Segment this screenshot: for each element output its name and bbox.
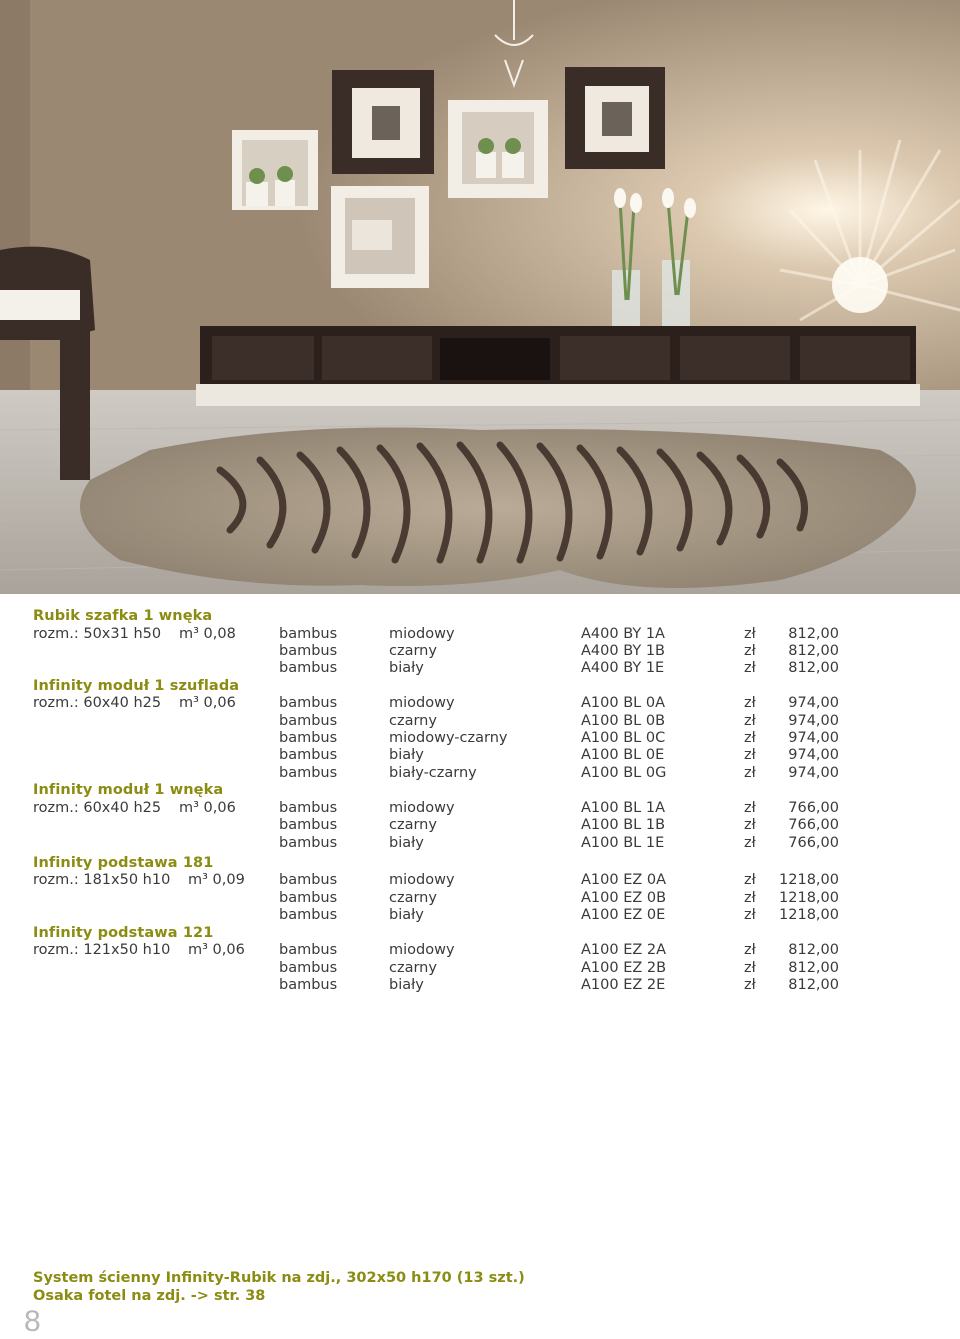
material: bambus xyxy=(279,817,338,834)
color-name: czarny xyxy=(389,642,437,659)
color-name: czarny xyxy=(389,889,437,906)
product-code: A100 EZ 2A xyxy=(581,942,667,959)
zebra-rug xyxy=(80,428,916,589)
currency: zł xyxy=(744,834,756,851)
currency: zł xyxy=(744,695,756,712)
currency: zł xyxy=(744,959,756,976)
price-row xyxy=(33,800,933,818)
product-volume: m³ 0,06 xyxy=(179,799,236,816)
product-code: A400 BY 1A xyxy=(581,625,665,642)
material: bambus xyxy=(279,907,338,924)
price-row xyxy=(33,660,933,678)
material: bambus xyxy=(279,976,338,993)
material: bambus xyxy=(279,642,338,659)
price: 766,00 xyxy=(788,799,839,816)
product-code: A100 BL 0E xyxy=(581,747,665,764)
price-row xyxy=(33,730,933,748)
product-code: A400 BY 1E xyxy=(581,660,665,677)
product-code: A100 BL 0A xyxy=(581,695,665,712)
price: 812,00 xyxy=(788,642,839,659)
material: bambus xyxy=(279,730,338,746)
currency: zł xyxy=(744,625,756,642)
currency: zł xyxy=(744,747,756,764)
currency: zł xyxy=(744,730,756,746)
price: 766,00 xyxy=(788,817,839,834)
product-volume: m³ 0,09 xyxy=(188,872,245,889)
color-name: biały xyxy=(389,747,424,764)
price: 974,00 xyxy=(788,764,839,781)
product-code: A100 EZ 2B xyxy=(581,959,667,976)
price-row xyxy=(33,872,933,890)
color-name: biały-czarny xyxy=(389,764,477,781)
price: 812,00 xyxy=(788,660,839,677)
product-dimensions: rozm.: 181x50 h10 xyxy=(33,872,171,889)
material: bambus xyxy=(279,764,338,781)
color-name: czarny xyxy=(389,817,437,834)
price: 1218,00 xyxy=(779,907,839,924)
price-row xyxy=(33,713,933,731)
color-name: biały xyxy=(389,907,424,924)
product-volume: m³ 0,06 xyxy=(188,942,245,959)
price: 812,00 xyxy=(788,976,839,993)
currency: zł xyxy=(744,942,756,959)
currency: zł xyxy=(744,907,756,924)
photo-caption-system: System ścienny Infinity-Rubik na zdj., 302x50 h170 (13 szt.) xyxy=(33,1270,525,1286)
product-dimensions: rozm.: 121x50 h10 xyxy=(33,942,171,959)
product-code: A100 BL 1E xyxy=(581,834,665,851)
color-name: biały xyxy=(389,976,424,993)
product-code: A100 BL 1B xyxy=(581,817,666,834)
price-row xyxy=(33,817,933,835)
color-name: biały xyxy=(389,660,424,677)
price-row xyxy=(33,765,933,783)
product-code: A100 BL 0C xyxy=(581,730,666,746)
photo-caption-armchair: Osaka fotel na zdj. -> str. 38 xyxy=(33,1288,266,1304)
color-name: miodowy xyxy=(389,872,455,889)
product-title: Infinity moduł 1 wnęka xyxy=(33,782,224,799)
price-row xyxy=(33,835,933,853)
page-number: 8 xyxy=(24,1305,41,1338)
color-name: czarny xyxy=(389,712,437,729)
product-volume: m³ 0,06 xyxy=(179,695,236,712)
price: 974,00 xyxy=(788,712,839,729)
product-code: A400 BY 1B xyxy=(581,642,665,659)
product-dimensions: rozm.: 60x40 h25 xyxy=(33,695,162,712)
price: 1218,00 xyxy=(779,872,839,889)
product-volume: m³ 0,08 xyxy=(179,625,236,642)
material: bambus xyxy=(279,799,338,816)
product-code: A100 EZ 0B xyxy=(581,889,667,906)
product-title: Infinity moduł 1 szuflada xyxy=(33,677,240,694)
material: bambus xyxy=(279,834,338,851)
price: 812,00 xyxy=(788,625,839,642)
price-row xyxy=(33,890,933,908)
currency: zł xyxy=(744,889,756,906)
currency: zł xyxy=(744,976,756,993)
price: 766,00 xyxy=(788,834,839,851)
product-dimensions: rozm.: 50x31 h50 xyxy=(33,625,162,642)
product-code: A100 EZ 2E xyxy=(581,976,666,993)
price-row xyxy=(33,626,933,644)
material: bambus xyxy=(279,959,338,976)
material: bambus xyxy=(279,712,338,729)
currency: zł xyxy=(744,660,756,677)
color-name: miodowy xyxy=(389,799,455,816)
currency: zł xyxy=(744,799,756,816)
product-code: A100 EZ 0E xyxy=(581,907,666,924)
price: 974,00 xyxy=(788,695,839,712)
product-code: A100 BL 1A xyxy=(581,799,665,816)
material: bambus xyxy=(279,942,338,959)
price: 812,00 xyxy=(788,959,839,976)
material: bambus xyxy=(279,695,338,712)
product-title: Infinity podstawa 121 xyxy=(33,924,214,941)
product-code: A100 BL 0B xyxy=(581,712,666,729)
currency: zł xyxy=(744,764,756,781)
currency: zł xyxy=(744,642,756,659)
price: 1218,00 xyxy=(779,889,839,906)
currency: zł xyxy=(744,872,756,889)
color-name: miodowy-czarny xyxy=(389,730,508,746)
product-dimensions: rozm.: 60x40 h25 xyxy=(33,799,162,816)
material: bambus xyxy=(279,872,338,889)
color-name: miodowy xyxy=(389,942,455,959)
color-name: czarny xyxy=(389,959,437,976)
price-row xyxy=(33,747,933,765)
room-photo xyxy=(0,0,960,594)
product-title: Rubik szafka 1 wnęka xyxy=(33,608,213,624)
color-name: miodowy xyxy=(389,695,455,712)
price-row xyxy=(33,907,933,925)
currency: zł xyxy=(744,712,756,729)
sideboard xyxy=(196,326,920,406)
color-name: biały xyxy=(389,834,424,851)
price-row xyxy=(33,942,933,960)
product-code: A100 BL 0G xyxy=(581,764,667,781)
price: 974,00 xyxy=(788,730,839,746)
price: 974,00 xyxy=(788,747,839,764)
price-row xyxy=(33,977,933,995)
product-code: A100 EZ 0A xyxy=(581,872,667,889)
currency: zł xyxy=(744,817,756,834)
price-row xyxy=(33,960,933,978)
material: bambus xyxy=(279,660,338,677)
price: 812,00 xyxy=(788,942,839,959)
material: bambus xyxy=(279,747,338,764)
material: bambus xyxy=(279,625,338,642)
price-row xyxy=(33,643,933,661)
product-title: Infinity podstawa 181 xyxy=(33,854,214,871)
material: bambus xyxy=(279,889,338,906)
price-row xyxy=(33,695,933,713)
color-name: miodowy xyxy=(389,625,455,642)
